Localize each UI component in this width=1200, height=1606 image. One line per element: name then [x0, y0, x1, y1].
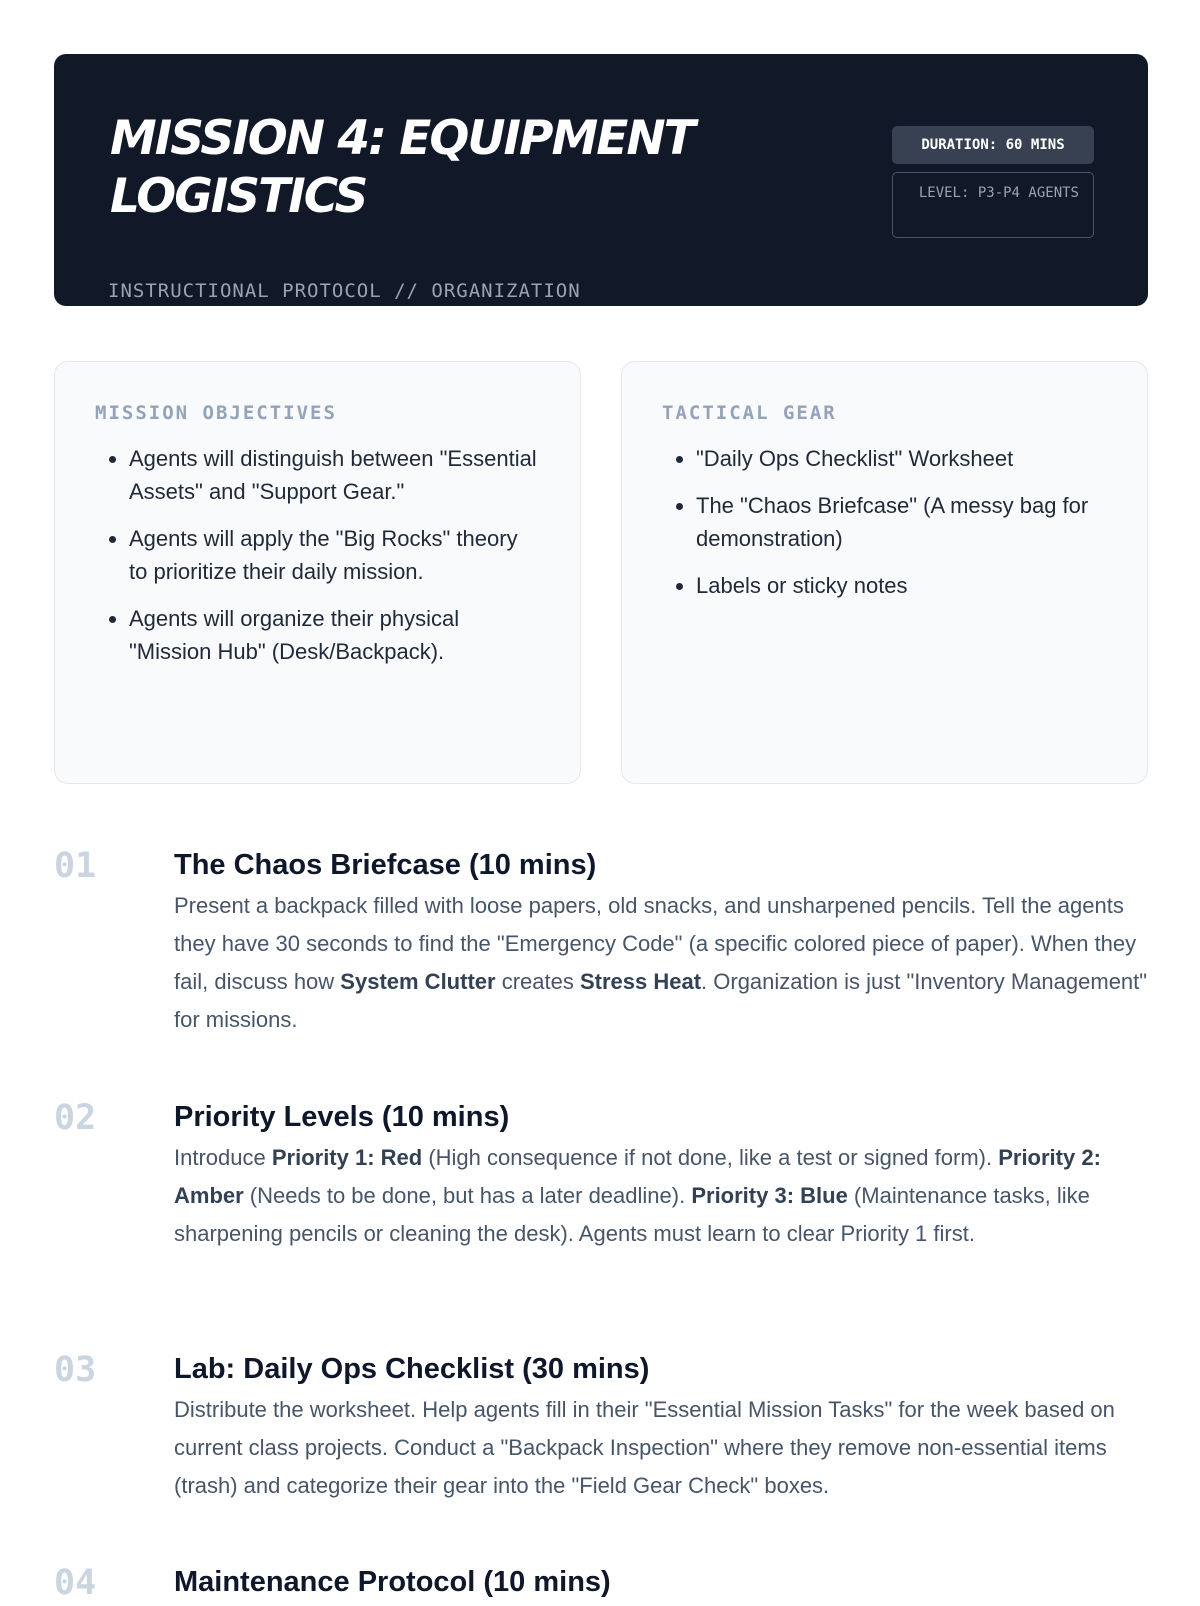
- badge-group: [892, 126, 1094, 238]
- gear-card: [621, 361, 1148, 784]
- gear-item: • The "Chaos Briefcase" (A messy bag for demonstration): [696, 489, 1107, 555]
- step-title: Maintenance Protocol (10 mins): [174, 1566, 611, 1598]
- text-run: (High consequence if not done, like a test or signed form).: [422, 1145, 999, 1170]
- bold-term: Stress Heat: [579, 969, 702, 994]
- gear-item: • "Daily Ops Checklist" Worksheet: [696, 442, 1107, 475]
- objective-item: • Agents will apply the "Big Rocks" theory to prioritize their daily mission.: [129, 522, 540, 588]
- step-number: 04: [54, 1563, 97, 1603]
- gear-item: • Labels or sticky notes: [696, 569, 1107, 602]
- text-run: Introduce: [174, 1145, 272, 1170]
- objectives-heading: MISSION OBJECTIVES: [95, 402, 337, 424]
- page-title: MISSION 4: EQUIPMENT LOGISTICS: [110, 111, 694, 224]
- step-description: [174, 1139, 1152, 1253]
- mission-header: [54, 54, 1148, 306]
- step-number: 02: [54, 1098, 97, 1138]
- objective-item: • Agents will organize their physical "Mission Hub" (Desk/Backpack).: [129, 602, 540, 668]
- text-run: Present a backpack filled with loose papers, old snacks, and unsharpened pencils. Tell the agents they have 30 seconds to find the "Emergency Code" (a specific colored piece of paper). When they fail, discuss how: [174, 893, 1137, 994]
- step-body: [174, 1560, 1152, 1604]
- step-title: Priority Levels (10 mins): [174, 1101, 510, 1133]
- gear-heading: TACTICAL GEAR: [662, 402, 837, 424]
- step-number: 01: [54, 846, 97, 886]
- text-run: (Maintenance tasks, like sharpening pencils or cleaning the desk). Agents must learn to clear Priority 1 first.: [174, 1183, 1090, 1246]
- step-body: [174, 1347, 1152, 1505]
- step-number: 03: [54, 1350, 97, 1390]
- objectives-list: [95, 442, 540, 668]
- step-description: [174, 887, 1152, 1039]
- text-run: creates: [495, 969, 580, 994]
- step-title: The Chaos Briefcase (10 mins): [174, 849, 597, 881]
- bold-term: Priority 2: Amber: [174, 1145, 1101, 1208]
- gear-list: [662, 442, 1107, 602]
- step-description: Distribute the worksheet. Help agents fill in their "Essential Mission Tasks" for the week based on current class projects. Conduct a "Backpack Inspection" where they remove non-essential items (trash) and categorize their gear into the "Field Gear Check" boxes.: [174, 1397, 1115, 1498]
- step-body: [174, 843, 1152, 1039]
- step-body: [174, 1095, 1152, 1253]
- objectives-card: [54, 361, 581, 784]
- bold-term: Priority 1: Red: [271, 1145, 423, 1170]
- text-run: (Needs to be done, but has a later deadline).: [243, 1183, 692, 1208]
- objective-item: • Agents will distinguish between "Essential Assets" and "Support Gear.": [129, 442, 540, 508]
- bold-term: Priority 3: Blue: [691, 1183, 848, 1208]
- duration-badge: DURATION: 60 MINS: [892, 126, 1094, 164]
- page-subtitle: INSTRUCTIONAL PROTOCOL // ORGANIZATION: [108, 280, 581, 302]
- bold-term: System Clutter: [340, 969, 496, 994]
- step-title: Lab: Daily Ops Checklist (30 mins): [174, 1353, 650, 1385]
- text-run: . Organization is just "Inventory Management" for missions.: [174, 969, 1148, 1032]
- level-badge: LEVEL: P3-P4 AGENTS: [892, 172, 1094, 238]
